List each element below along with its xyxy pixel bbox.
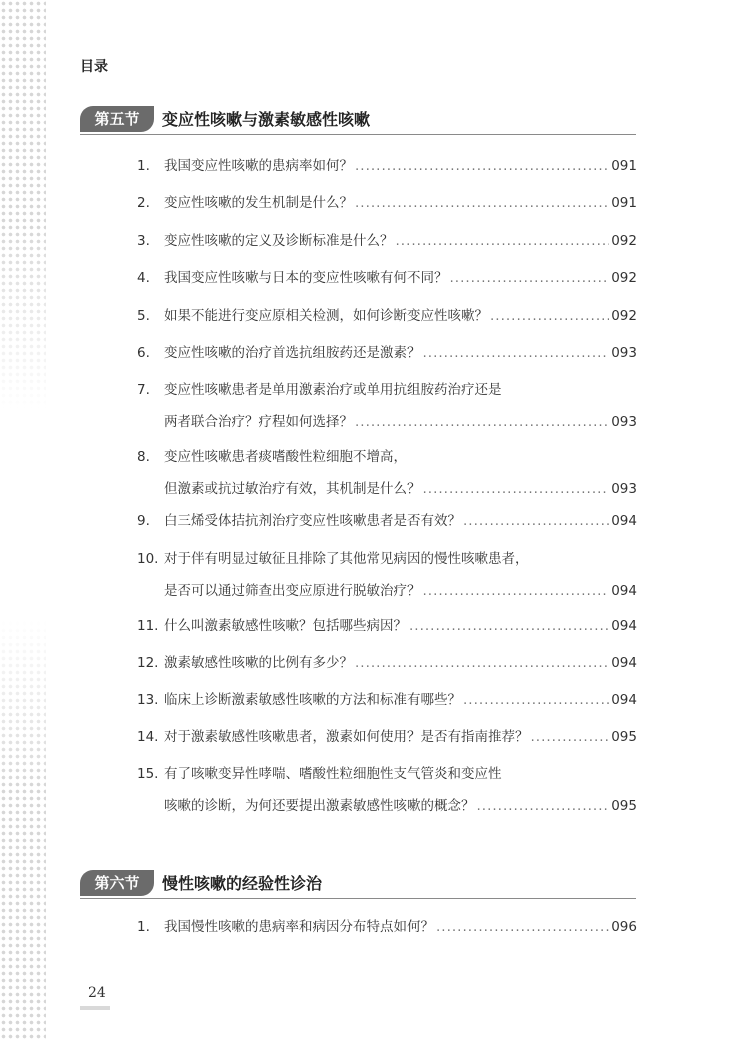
toc-entry-page: 094: [611, 513, 637, 529]
section-header-6: [80, 868, 636, 899]
toc-entry-title: 我国慢性咳嗽的患病率和病因分布特点如何？: [164, 919, 434, 935]
toc-dot-leader: [477, 796, 610, 816]
toc-dot-leader: [409, 616, 609, 636]
toc-entry-line: [137, 412, 637, 444]
toc-dot-leader: [355, 412, 609, 432]
toc-entry-page: 091: [611, 195, 637, 211]
toc-dot-leader: [423, 581, 610, 601]
toc-entry-title: 什么叫激素敏感性咳嗽？包括哪些病因？: [164, 618, 407, 634]
toc-entry-title: 对于伴有明显过敏征且排除了其他常见病因的慢性咳嗽患者，: [164, 551, 529, 567]
toc-entry-title: 对于激素敏感性咳嗽患者，激素如何使用？是否有指南推荐？: [164, 729, 529, 745]
toc-entry[interactable]: [137, 306, 637, 338]
toc-entry-line: [137, 917, 637, 949]
toc-entry-page: 094: [611, 583, 637, 599]
section-badge: 第五节: [80, 106, 154, 132]
toc-entry-line: [137, 156, 637, 188]
toc-entry[interactable]: [137, 764, 637, 828]
toc-entry-title: 变应性咳嗽患者是单用激素治疗或单用抗组胺药治疗还是: [164, 382, 502, 398]
toc-entry-line: [137, 616, 637, 648]
toc-entry-number: 12.: [137, 655, 159, 671]
section-title: 慢性咳嗽的经验性诊治: [162, 874, 323, 893]
toc-entry-title: 激素敏感性咳嗽的比例有多少？: [164, 655, 353, 671]
toc-entry-title: 变应性咳嗽的定义及诊断标准是什么？: [164, 233, 394, 249]
running-header: 目录: [80, 59, 108, 75]
toc-entry[interactable]: [137, 343, 637, 375]
toc-entry-line: [137, 653, 637, 685]
toc-entry-page: 093: [611, 345, 637, 361]
toc-entry[interactable]: [137, 231, 637, 263]
toc-entry-page: 094: [611, 692, 637, 708]
toc-entry-line: [137, 727, 637, 759]
toc-entry[interactable]: [137, 193, 637, 225]
toc-entry-page: 095: [611, 798, 637, 814]
toc-entry-line: [137, 380, 637, 412]
toc-entry-page: 092: [611, 233, 637, 249]
section-header-5: [80, 104, 636, 135]
toc-entry-line: [137, 231, 637, 263]
toc-entry[interactable]: [137, 447, 637, 511]
toc-entry[interactable]: [137, 549, 637, 613]
toc-entry[interactable]: [137, 380, 637, 444]
toc-entry-title: 有了咳嗽变异性哮喘、嗜酸性粒细胞性支气管炎和变应性: [164, 766, 502, 782]
toc-dot-leader: [463, 690, 609, 710]
toc-entry-number: 15.: [137, 766, 159, 782]
page-number: 24: [88, 985, 106, 1001]
toc-entry-line: [137, 268, 637, 300]
toc-entry-page: 091: [611, 158, 637, 174]
toc-entry[interactable]: [137, 268, 637, 300]
toc-dot-leader: [423, 479, 610, 499]
toc-dot-leader: [396, 231, 610, 251]
toc-entry-number: 6.: [137, 345, 150, 361]
toc-entry-title: 变应性咳嗽的发生机制是什么？: [164, 195, 353, 211]
toc-entry-line: [137, 796, 637, 828]
toc-entry-title: 如果不能进行变应原相关检测，如何诊断变应性咳嗽？: [164, 308, 488, 324]
toc-dot-leader: [355, 653, 609, 673]
toc-entry-title: 但激素或抗过敏治疗有效，其机制是什么？: [164, 481, 421, 497]
toc-entry[interactable]: [137, 653, 637, 685]
toc-entry[interactable]: [137, 727, 637, 759]
decorative-dot-pattern-bottom: [0, 620, 46, 1040]
toc-dot-leader: [436, 917, 609, 937]
toc-entry-number: 1.: [137, 158, 150, 174]
toc-entry-line: [137, 690, 637, 722]
toc-entry-page: 092: [611, 308, 637, 324]
section-title: 变应性咳嗽与激素敏感性咳嗽: [162, 110, 371, 129]
section-badge: 第六节: [80, 870, 154, 896]
toc-entry[interactable]: [137, 616, 637, 648]
toc-entry-page: 095: [611, 729, 637, 745]
toc-dot-leader: [531, 727, 610, 747]
toc-entry-number: 4.: [137, 270, 150, 286]
toc-entry-page: 094: [611, 618, 637, 634]
toc-entry-title: 我国变应性咳嗽与日本的变应性咳嗽有何不同？: [164, 270, 448, 286]
toc-entry-line: [137, 764, 637, 796]
toc-entry-number: 9.: [137, 513, 150, 529]
toc-entry-page: 093: [611, 414, 637, 430]
toc-entry-title: 咳嗽的诊断，为何还要提出激素敏感性咳嗽的概念？: [164, 798, 475, 814]
toc-entry-number: 5.: [137, 308, 150, 324]
toc-entry-number: 14.: [137, 729, 159, 745]
decorative-dot-pattern-top: [0, 0, 46, 410]
toc-entry-page: 096: [611, 919, 637, 935]
toc-entry-title: 临床上诊断激素敏感性咳嗽的方法和标准有哪些？: [164, 692, 461, 708]
toc-entry[interactable]: [137, 690, 637, 722]
toc-entry-title: 变应性咳嗽的治疗首选抗组胺药还是激素？: [164, 345, 421, 361]
toc-entry-number: 11.: [137, 618, 159, 634]
toc-entry-title: 白三烯受体拮抗剂治疗变应性咳嗽患者是否有效？: [164, 513, 461, 529]
toc-dot-leader: [355, 156, 609, 176]
toc-entry-line: [137, 447, 637, 479]
toc-entry-number: 10.: [137, 551, 159, 567]
toc-entry-page: 092: [611, 270, 637, 286]
toc-entry-title: 两者联合治疗？疗程如何选择？: [164, 414, 353, 430]
toc-entry-title: 变应性咳嗽患者痰嗜酸性粒细胞不增高，: [164, 449, 407, 465]
toc-entry-line: [137, 581, 637, 613]
toc-entry-page: 094: [611, 655, 637, 671]
toc-entry-title: 是否可以通过筛查出变应原进行脱敏治疗？: [164, 583, 421, 599]
toc-entry-page: 093: [611, 481, 637, 497]
toc-entry-line: [137, 193, 637, 225]
toc-dot-leader: [490, 306, 609, 326]
toc-entry-line: [137, 549, 637, 581]
toc-entry-number: 3.: [137, 233, 150, 249]
toc-dot-leader: [355, 193, 609, 213]
toc-entry-line: [137, 306, 637, 338]
toc-dot-leader: [463, 511, 609, 531]
toc-entry-number: 13.: [137, 692, 159, 708]
toc-entry-number: 7.: [137, 382, 150, 398]
toc-entry-line: [137, 511, 637, 543]
toc-dot-leader: [450, 268, 610, 288]
toc-entry-number: 8.: [137, 449, 150, 465]
toc-dot-leader: [423, 343, 610, 363]
toc-entry[interactable]: [137, 917, 637, 949]
toc-entry[interactable]: [137, 156, 637, 188]
toc-entry-title: 我国变应性咳嗽的患病率如何？: [164, 158, 353, 174]
footer-rule: [80, 1006, 110, 1010]
toc-entry[interactable]: [137, 511, 637, 543]
toc-entry-line: [137, 479, 637, 511]
toc-entry-number: 2.: [137, 195, 150, 211]
toc-entry-number: 1.: [137, 919, 150, 935]
toc-entry-line: [137, 343, 637, 375]
